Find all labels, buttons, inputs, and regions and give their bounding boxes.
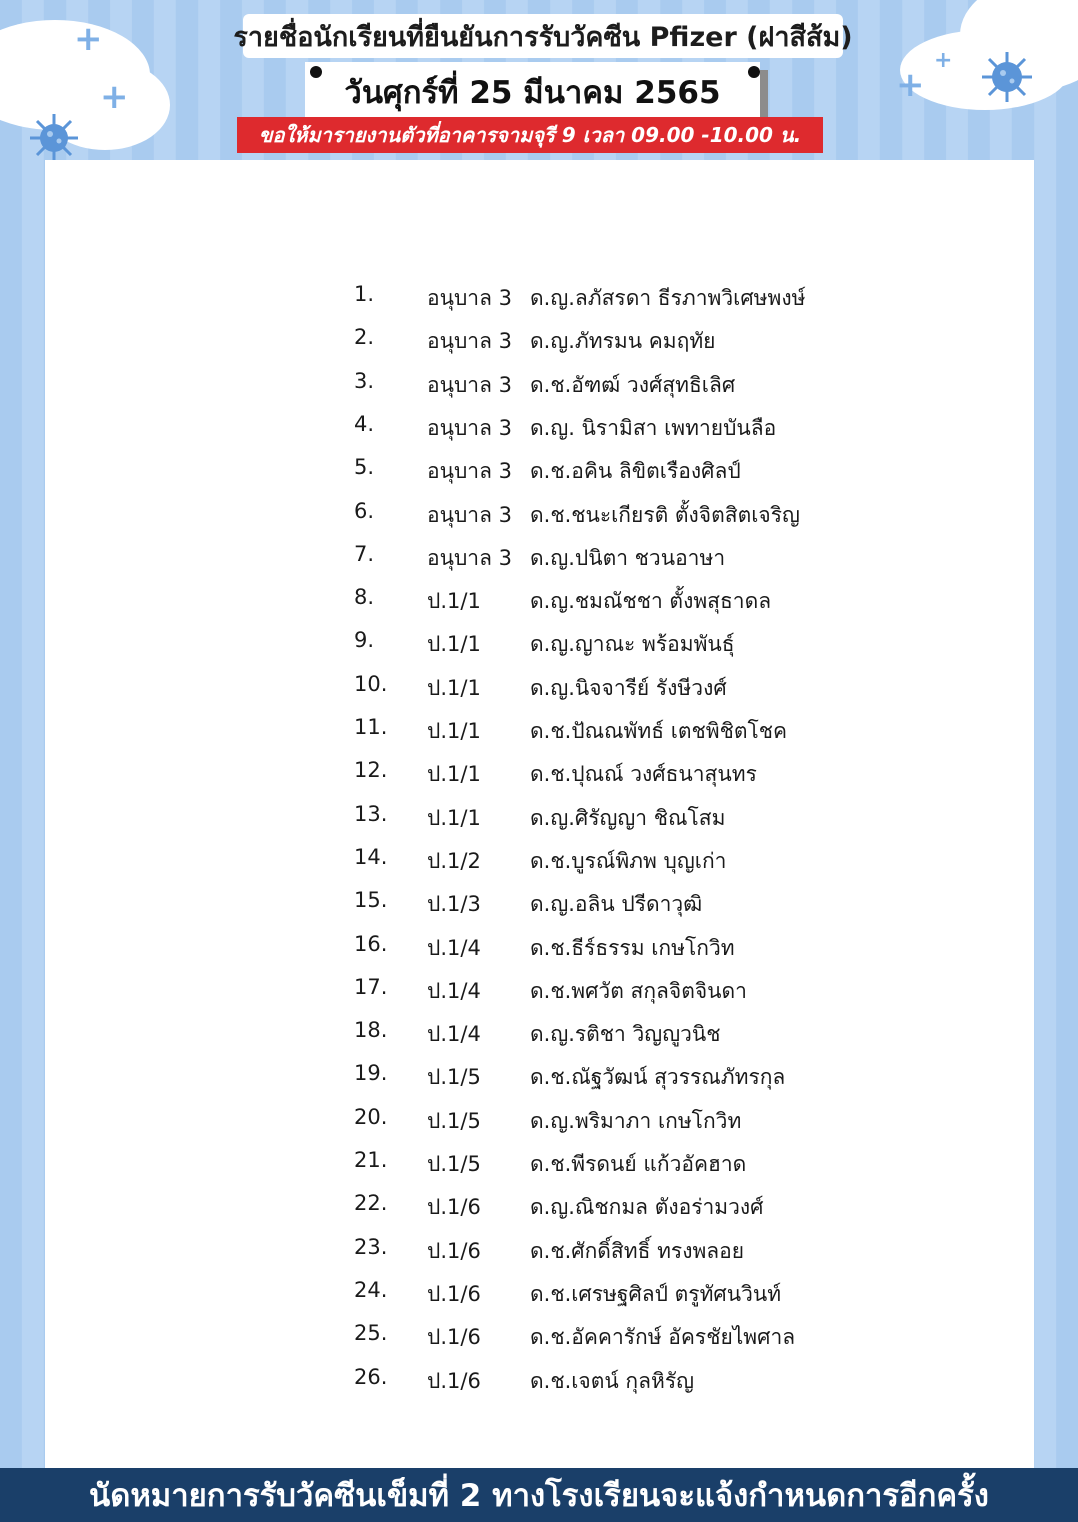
list-item-class: ป.1/1: [427, 589, 481, 614]
list-item-name: ด.ช.ชนะเกียรติ ตั้งจิตสิตเจริญ: [530, 502, 800, 527]
list-item-number: 26.: [354, 1364, 388, 1389]
list-item-number: 5.: [354, 455, 375, 480]
page-title: รายชื่อนักเรียนที่ยืนยันการรับวัคซีน Pfizer (ฝาสีส้ม): [243, 14, 843, 58]
list-item-class: อนุบาล 3: [427, 502, 512, 527]
list-item: [45, 1365, 1034, 1408]
list-item-name: ด.ญ.อลิน ปรีดาวุฒิ: [530, 892, 703, 917]
list-item-name: ด.ช.พศวัต สกุลจิตจินดา: [530, 978, 747, 1003]
list-item-class: ป.1/6: [427, 1325, 481, 1350]
pin-dot: [310, 66, 322, 78]
list-item: [45, 758, 1034, 801]
list-item: [45, 975, 1034, 1018]
list-item-class: ป.1/2: [427, 848, 481, 873]
list-item-number: 9.: [354, 628, 375, 653]
list-item: [45, 845, 1034, 888]
list-item-number: 12.: [354, 758, 388, 783]
list-item-class: ป.1/6: [427, 1195, 481, 1220]
list-item: [45, 412, 1034, 455]
sparkle-icon: +: [100, 77, 129, 117]
list-item-name: ด.ญ.ณิชกมล ตังอร่ามวงศ์: [530, 1195, 764, 1220]
list-item-class: ป.1/6: [427, 1281, 481, 1306]
student-list-sheet: [45, 160, 1034, 1468]
list-item-name: ด.ช.อคิน ลิขิตเรืองศิลป์: [530, 459, 741, 484]
footer-banner: นัดหมายการรับวัคซีนเข็มที่ 2 ทางโรงเรียนจะแจ้งกำหนดการอีกครั้ง: [0, 1468, 1078, 1522]
list-item-name: ด.ญ.ศิรัญญา ชิณโสม: [530, 805, 726, 830]
list-item-name: ด.ช.ศักดิ์สิทธิ์ ทรงพลอย: [530, 1238, 745, 1263]
list-item: [45, 628, 1034, 671]
list-item-name: ด.ญ.พริมาภา เกษโกวิท: [530, 1108, 742, 1133]
list-item-name: ด.ช.ธีร์ธรรม เกษโกวิท: [530, 935, 735, 960]
list-item-class: อนุบาล 3: [427, 329, 512, 354]
list-item-name: ด.ช.เจตน์ กุลหิรัญ: [530, 1368, 694, 1393]
list-item-number: 6.: [354, 498, 375, 523]
list-item: [45, 542, 1034, 585]
list-item: [45, 455, 1034, 498]
list-item-name: ด.ช.อัคคารักษ์ อัครชัยไพศาล: [530, 1325, 796, 1350]
list-item-number: 15.: [354, 888, 388, 913]
list-item-number: 1.: [354, 282, 375, 306]
list-item-class: ป.1/1: [427, 805, 481, 830]
list-item-name: ด.ช.พีรดนย์ แก้วอัคฮาด: [530, 1152, 747, 1176]
list-item-class: ป.1/1: [427, 632, 481, 657]
list-item: [45, 1235, 1034, 1278]
list-item-class: อนุบาล 3: [427, 415, 512, 440]
list-item-name: ด.ญ.ปนิตา ชวนอาษา: [530, 545, 726, 570]
list-item-class: ป.1/6: [427, 1368, 481, 1393]
list-item: [45, 499, 1034, 542]
report-notice-banner: ขอให้มารายงานตัวที่อาคารจามจุรี 9 เวลา 09.00 -10.00 น.: [237, 117, 823, 153]
list-item: [45, 282, 1034, 325]
list-item-number: 2.: [354, 325, 375, 350]
list-item-number: 21.: [354, 1148, 388, 1172]
virus-icon: [980, 50, 1034, 104]
list-item-number: 11.: [354, 715, 388, 739]
list-item: [45, 369, 1034, 412]
list-item: [45, 1061, 1034, 1104]
list-item-class: ป.1/6: [427, 1238, 481, 1263]
list-item-class: อนุบาล 3: [427, 459, 512, 484]
list-item: [45, 672, 1034, 715]
list-item-name: ด.ช.บูรณ์พิภพ บุญเก่า: [530, 848, 727, 873]
list-item-class: ป.1/1: [427, 762, 481, 787]
list-item-class: อนุบาล 3: [427, 286, 512, 310]
virus-icon: [28, 112, 80, 164]
list-item-class: ป.1/5: [427, 1108, 481, 1133]
list-item-class: ป.1/4: [427, 978, 481, 1003]
list-item: [45, 1148, 1034, 1191]
list-item-class: อนุบาล 3: [427, 545, 512, 570]
pin-dot: [748, 66, 760, 78]
list-item-class: ป.1/1: [427, 675, 481, 700]
list-item-number: 23.: [354, 1234, 388, 1259]
list-item-name: ด.ญ.ญาณะ พร้อมพันธุ์: [530, 632, 735, 657]
list-item-class: อนุบาล 3: [427, 372, 512, 397]
list-item-number: 7.: [354, 541, 375, 566]
list-item-number: 10.: [354, 671, 388, 696]
list-item: [45, 1278, 1034, 1321]
list-item-number: 13.: [354, 801, 388, 826]
list-item: [45, 888, 1034, 931]
list-item: [45, 715, 1034, 758]
list-item-number: 16.: [354, 931, 388, 956]
list-item-name: ด.ช.เศรษฐศิลป์ ตรูทัศนวินท์: [530, 1281, 782, 1306]
list-item-number: 20.: [354, 1104, 388, 1129]
list-item-class: ป.1/5: [427, 1152, 481, 1176]
list-item: [45, 1105, 1034, 1148]
list-item-name: ด.ช.ปัณณพัทธ์ เตชพิชิตโชค: [530, 719, 788, 743]
list-item-name: ด.ช.ปุณณ์ วงศ์ธนาสุนทร: [530, 762, 757, 787]
list-item-number: 19.: [354, 1061, 388, 1086]
list-item-class: ป.1/5: [427, 1065, 481, 1090]
list-item-number: 22.: [354, 1191, 388, 1216]
list-item-name: ด.ช.อัฑฒ์ วงศ์สุทธิเลิศ: [530, 372, 736, 397]
sparkle-icon: +: [896, 65, 925, 105]
list-item-name: ด.ช.ณัฐวัฒน์ สุวรรณภัทรกุล: [530, 1065, 786, 1090]
list-item-name: ด.ญ. นิรามิสา เพทายบันลือ: [530, 415, 777, 440]
list-item-number: 18.: [354, 1018, 388, 1043]
sparkle-icon: +: [934, 48, 953, 73]
list-item-number: 8.: [354, 585, 375, 610]
list-item-number: 25.: [354, 1321, 388, 1346]
list-item-name: ด.ญ.ชมณัชชา ตั้งพสุธาดล: [530, 589, 772, 614]
list-item-number: 4.: [354, 411, 375, 436]
list-item-name: ด.ญ.ลภัสรดา ธีรภาพวิเศษพงษ์: [530, 286, 806, 310]
list-item: [45, 325, 1034, 368]
list-item: [45, 585, 1034, 628]
list-item-number: 14.: [354, 844, 388, 869]
list-item: [45, 932, 1034, 975]
list-item: [45, 1321, 1034, 1364]
list-item-name: ด.ญ.ภัทรมน คมฤทัย: [530, 329, 716, 354]
list-item-class: ป.1/3: [427, 892, 481, 917]
list-item-number: 24.: [354, 1277, 388, 1302]
date-heading: วันศุกร์ที่ 25 มีนาคม 2565: [305, 62, 760, 122]
list-item: [45, 1191, 1034, 1234]
list-item-number: 17.: [354, 974, 388, 999]
list-item-class: ป.1/4: [427, 935, 481, 960]
list-item-number: 3.: [354, 368, 375, 393]
list-item-name: ด.ญ.นิจจารีย์ รังษีวงศ์: [530, 675, 727, 700]
list-item-class: ป.1/1: [427, 719, 481, 743]
list-item-class: ป.1/4: [427, 1022, 481, 1047]
sparkle-icon: +: [74, 19, 103, 59]
list-item: [45, 802, 1034, 845]
list-item-name: ด.ญ.รติชา วิญญูวนิช: [530, 1022, 721, 1047]
list-item: [45, 1018, 1034, 1061]
